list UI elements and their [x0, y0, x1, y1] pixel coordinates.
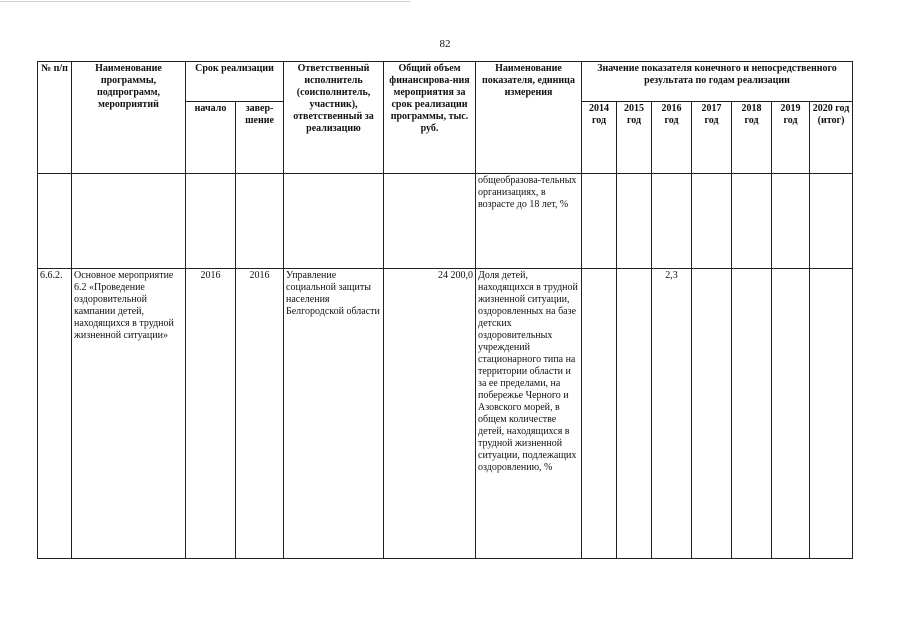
- row-value-2014: [582, 269, 617, 559]
- row-no: 6.6.2.: [38, 269, 72, 559]
- row-indicator: Доля детей, находящихся в трудной жизненной ситуации, оздоровленных на базе детских оздоровительных учреждений стационарного типа на территории области и за ее пределами, на побережье Черного и Азовского морей, в общем количестве детей, находящихся в трудной жизненной ситуации, подлежащих оздоровлению, %: [476, 269, 582, 559]
- row-indicator: общеобразова-тельных организациях, в возрасте до 18 лет, %: [476, 174, 582, 269]
- row-funding: [384, 174, 476, 269]
- row-value-2018: [732, 269, 772, 559]
- row-no: [38, 174, 72, 269]
- header-term-end: завер-шение: [236, 102, 284, 174]
- row-responsible: [284, 174, 384, 269]
- row-end: [236, 174, 284, 269]
- row-value-2015: [617, 269, 652, 559]
- row-value-2016: 2,3: [652, 269, 692, 559]
- row-value-2020: [810, 269, 853, 559]
- header-term: Срок реализации: [186, 62, 284, 102]
- header-responsible: Ответственный исполнитель (соисполнитель, участник), ответственный за реализацию: [284, 62, 384, 174]
- row-start: [186, 174, 236, 269]
- header-year-2019: 2019 год: [772, 102, 810, 174]
- row-value-2016: [652, 174, 692, 269]
- row-end: 2016: [236, 269, 284, 559]
- row-funding: 24 200,0: [384, 269, 476, 559]
- header-values-group: Значение показателя конечного и непосредственного результата по годам реализации: [582, 62, 853, 102]
- header-name: Наименование программы, подпрограмм, мероприятий: [72, 62, 186, 174]
- row-value-2018: [732, 174, 772, 269]
- scan-artifact-line: [0, 1, 410, 2]
- header-year-2014: 2014 год: [582, 102, 617, 174]
- row-value-2019: [772, 174, 810, 269]
- row-value-2017: [692, 269, 732, 559]
- row-name: Основное мероприятие 6.2 «Проведение оздоровительной кампании детей, находящихся в трудной жизненной ситуации»: [72, 269, 186, 559]
- header-year-2018: 2018 год: [732, 102, 772, 174]
- program-table: [37, 61, 853, 559]
- table-row: [38, 269, 853, 559]
- page-number: 82: [439, 38, 451, 50]
- header-term-start: начало: [186, 102, 236, 174]
- header-year-2020: 2020 год (итог): [810, 102, 853, 174]
- header-indicator: Наименование показателя, единица измерения: [476, 62, 582, 174]
- row-value-2019: [772, 269, 810, 559]
- row-responsible: Управление социальной защиты населения Белгородской области: [284, 269, 384, 559]
- header-year-2017: 2017 год: [692, 102, 732, 174]
- row-start: 2016: [186, 269, 236, 559]
- row-value-2015: [617, 174, 652, 269]
- header-year-2016: 2016 год: [652, 102, 692, 174]
- header-year-2015: 2015 год: [617, 102, 652, 174]
- row-value-2020: [810, 174, 853, 269]
- row-value-2014: [582, 174, 617, 269]
- header-no: № п/п: [38, 62, 72, 174]
- row-name: [72, 174, 186, 269]
- table-row: [38, 174, 853, 269]
- row-value-2017: [692, 174, 732, 269]
- header-funding: Общий объем финансирова-ния мероприятия за срок реализации программы, тыс. руб.: [384, 62, 476, 174]
